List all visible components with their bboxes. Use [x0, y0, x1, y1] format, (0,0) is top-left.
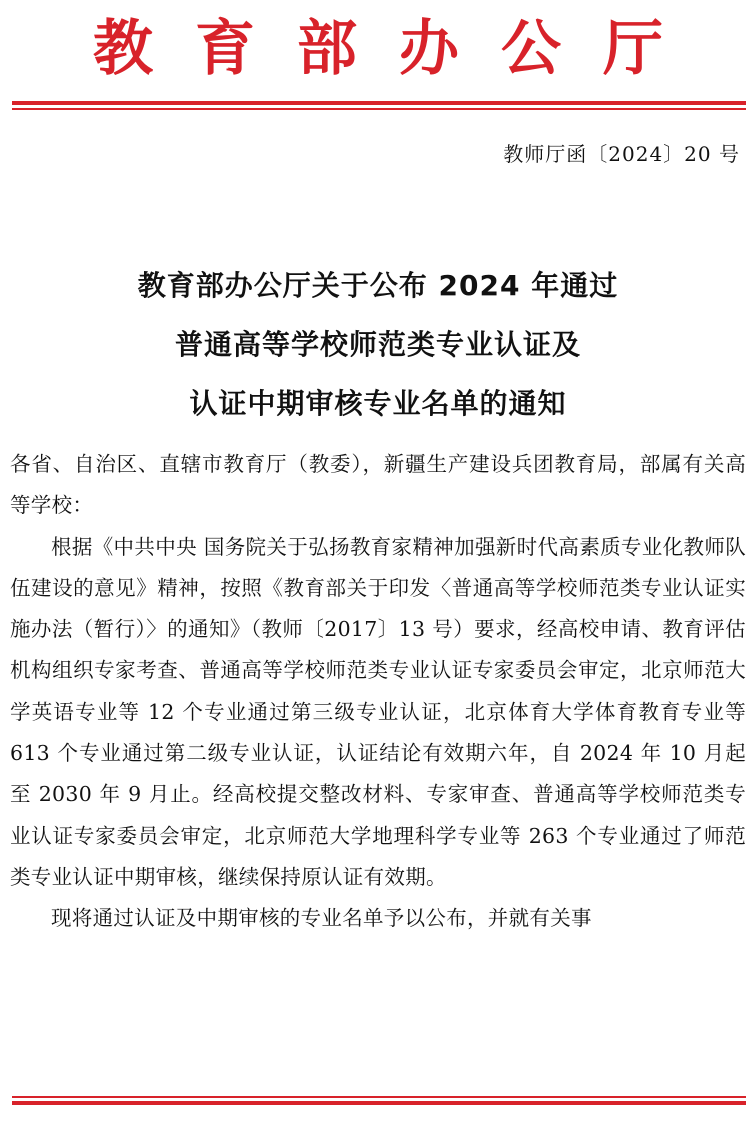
header-red-rule-thick — [12, 101, 746, 105]
document-number: 教师厅函〔2024〕20 号 — [503, 142, 740, 166]
header-red-rule-thin — [12, 108, 746, 110]
title-line-2: 普通高等学校师范类专业认证及 — [174, 328, 581, 361]
body-paragraph-1: 根据《中共中央 国务院关于弘扬教育家精神加强新时代高素质专业化教师队伍建设的意见》精神，按照《教育部关于印发〈普通高等学校师范类专业认证实施办法（暂行）〉的通知》（教师〔2017〕13 号）要求，经高校申请、教育评估机构组织专家考查、普通高等学校师范类专业认证专家委员会审定，北京师范大学英语专业等 12 个专业通过第三级专业认证，北京体育大学体育教育专业等 613 个专业通过第二级专业认证，认证结论有效期六年，自 2024 年 10 月起至 2030 年 9 月止。经高校提交整改材料、专家审查、普通高等学校师范类专业认证专家委员会审定，北京师范大学地理科学专业等 263 个专业通过了师范类专业认证中期审核，继续保持原认证有效期。 — [10, 534, 746, 889]
title-line-1: 教育部办公厅关于公布 2024 年通过 — [137, 269, 619, 302]
document-title — [0, 256, 756, 433]
footer-red-rule-thick — [12, 1101, 746, 1105]
title-line-3: 认证中期审核专业名单的通知 — [189, 387, 567, 420]
issuer-name: 教育部办公厅 — [93, 14, 705, 84]
document-body — [10, 444, 746, 940]
letterhead — [0, 4, 756, 94]
footer-red-rule-thin — [12, 1096, 746, 1098]
salutation: 各省、自治区、直辖市教育厅（教委），新疆生产建设兵团教育局，部属有关高等学校： — [10, 452, 746, 518]
body-paragraph-2: 现将通过认证及中期审核的专业名单予以公布，并就有关事 — [51, 906, 592, 931]
